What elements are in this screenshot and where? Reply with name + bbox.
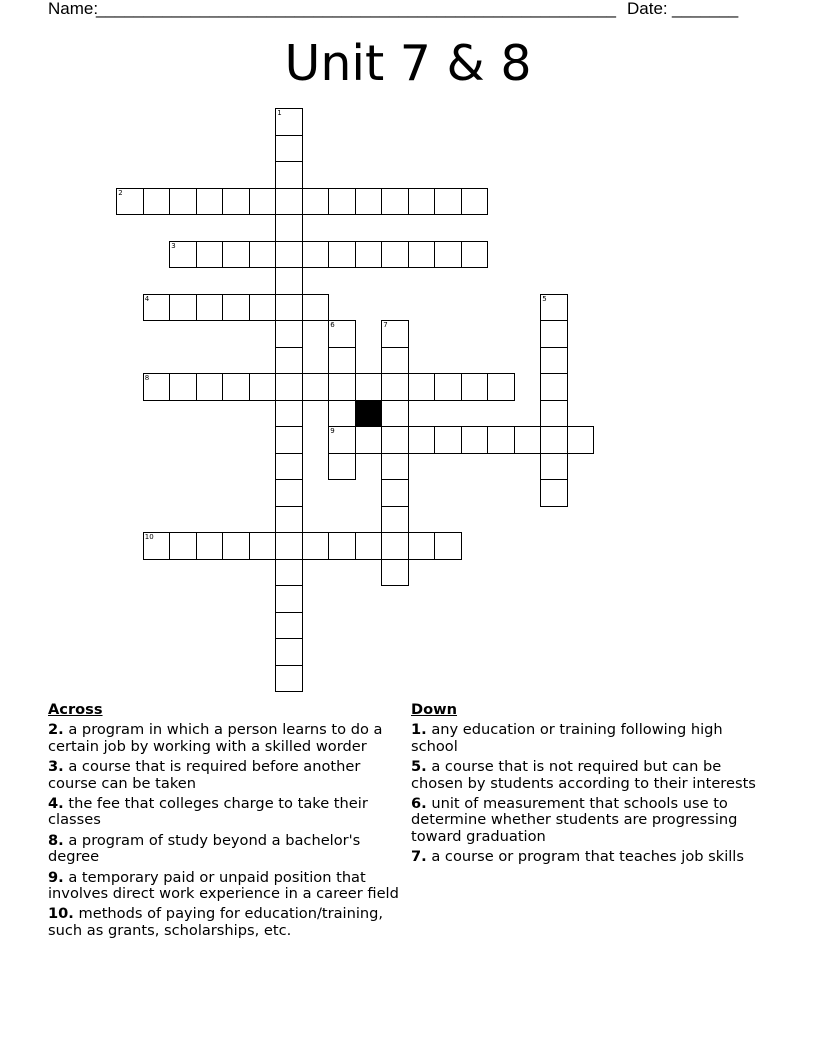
grid-cell[interactable] — [540, 426, 568, 454]
grid-cell[interactable] — [328, 241, 356, 269]
grid-cell[interactable] — [275, 320, 303, 348]
grid-cell[interactable] — [408, 532, 436, 560]
grid-cell[interactable] — [328, 532, 356, 560]
cell-number: 10 — [144, 533, 154, 542]
grid-cell[interactable] — [143, 373, 171, 401]
grid-cell[interactable] — [302, 294, 330, 322]
grid-cell[interactable] — [328, 426, 356, 454]
clue-text: a program in which a person learns to do a certain job by working with a skilled worder — [48, 721, 383, 755]
grid-cell[interactable] — [275, 612, 303, 640]
grid-cell[interactable] — [381, 347, 409, 375]
clue-text: the fee that colleges charge to take their classes — [48, 795, 368, 829]
grid-cell[interactable] — [355, 426, 383, 454]
clue-text: methods of paying for education/training, such as grants, scholarships, etc. — [48, 905, 384, 939]
grid-cell[interactable] — [275, 188, 303, 216]
clue-number: 3. — [48, 758, 64, 776]
across-clues — [48, 702, 400, 943]
grid-cell[interactable] — [408, 241, 436, 269]
grid-cell[interactable] — [302, 373, 330, 401]
grid-cell[interactable] — [328, 320, 356, 348]
grid-cell[interactable] — [540, 347, 568, 375]
grid-cell[interactable] — [222, 532, 250, 560]
grid-cell[interactable] — [143, 532, 171, 560]
grid-cell[interactable] — [275, 241, 303, 269]
grid-cell[interactable] — [275, 585, 303, 613]
grid-cell[interactable] — [328, 188, 356, 216]
grid-cell[interactable] — [381, 400, 409, 428]
grid-cell[interactable] — [328, 453, 356, 481]
cell-number: 4 — [144, 294, 150, 303]
down-clue — [411, 759, 771, 792]
clue-number: 6. — [411, 795, 427, 813]
grid-cell[interactable] — [461, 188, 489, 216]
grid-cell[interactable] — [567, 426, 595, 454]
grid-cell[interactable] — [487, 373, 515, 401]
grid-cell[interactable] — [381, 532, 409, 560]
grid-cell[interactable] — [408, 426, 436, 454]
clue-text: unit of measurement that schools use to determine whether students are progressing toward graduation — [411, 795, 738, 845]
grid-cell[interactable] — [355, 373, 383, 401]
grid-cell[interactable] — [408, 373, 436, 401]
grid-cell[interactable] — [249, 532, 277, 560]
grid-cell[interactable] — [461, 426, 489, 454]
grid-cell[interactable] — [381, 506, 409, 534]
across-clue — [48, 906, 400, 939]
cell-number: 2 — [118, 188, 123, 197]
grid-cell[interactable] — [196, 294, 224, 322]
grid-cell[interactable] — [275, 506, 303, 534]
grid-cell[interactable] — [275, 532, 303, 560]
clue-number: 8. — [48, 831, 64, 849]
clue-number: 5. — [411, 758, 427, 776]
grid-cell[interactable] — [381, 241, 409, 269]
page-title: Unit 7 & 8 — [284, 35, 532, 92]
grid-cell[interactable] — [487, 426, 515, 454]
grid-cell[interactable] — [275, 638, 303, 666]
grid-cell[interactable] — [381, 373, 409, 401]
grid-cell[interactable] — [381, 426, 409, 454]
cell-number: 6 — [330, 321, 335, 330]
grid-cell[interactable] — [328, 373, 356, 401]
grid-cell[interactable] — [540, 294, 568, 322]
grid-cell[interactable] — [143, 188, 171, 216]
name-label: Name: — [48, 0, 99, 18]
grid-cell[interactable] — [196, 188, 224, 216]
grid-cell[interactable] — [540, 479, 568, 507]
grid-cell[interactable] — [275, 665, 303, 693]
clue-number: 9. — [48, 868, 64, 886]
grid-cell[interactable] — [514, 426, 542, 454]
down-clue — [411, 796, 771, 845]
clue-number: 2. — [48, 721, 64, 739]
grid-cell[interactable] — [249, 294, 277, 322]
grid-cell[interactable] — [222, 188, 250, 216]
grid-cell[interactable] — [275, 453, 303, 481]
grid-cell[interactable] — [540, 453, 568, 481]
grid-cell[interactable] — [116, 188, 144, 216]
clue-text: a course that is not required but can be chosen by students according to their interests — [411, 758, 756, 792]
across-clue — [48, 796, 400, 829]
across-clue — [48, 722, 400, 755]
across-clue — [48, 833, 400, 866]
grid-cell[interactable] — [434, 532, 462, 560]
date-line: _______ — [672, 0, 739, 18]
clue-number: 7. — [411, 848, 427, 866]
grid-cell[interactable] — [381, 453, 409, 481]
grid-cell[interactable] — [275, 161, 303, 189]
grid-cell[interactable] — [169, 188, 197, 216]
grid-cell[interactable] — [540, 320, 568, 348]
grid-cell[interactable] — [461, 373, 489, 401]
clue-text: any education or training following high school — [411, 721, 723, 755]
grid-cell[interactable] — [434, 426, 462, 454]
grid-cell[interactable] — [355, 188, 383, 216]
clue-number: 10. — [48, 905, 74, 923]
grid-cell[interactable] — [249, 188, 277, 216]
grid-cell[interactable] — [169, 241, 197, 269]
grid-cell[interactable] — [143, 294, 171, 322]
grid-cell[interactable] — [381, 479, 409, 507]
grid-cell[interactable] — [196, 241, 224, 269]
grid-cell[interactable] — [275, 400, 303, 428]
grid-cell[interactable] — [302, 188, 330, 216]
down-clue — [411, 849, 771, 865]
grid-cell[interactable] — [275, 294, 303, 322]
grid-cell[interactable] — [328, 347, 356, 375]
grid-cell[interactable] — [169, 532, 197, 560]
cell-number: 7 — [383, 321, 388, 330]
grid-cell[interactable] — [275, 135, 303, 163]
clue-number: 4. — [48, 795, 64, 813]
grid-cell[interactable] — [540, 373, 568, 401]
grid-cell[interactable] — [275, 373, 303, 401]
grid-cell[interactable] — [222, 294, 250, 322]
grid-cell[interactable] — [434, 241, 462, 269]
grid-cell[interactable] — [328, 400, 356, 428]
grid-cell[interactable] — [434, 373, 462, 401]
grid-cell[interactable] — [381, 188, 409, 216]
grid-cell[interactable] — [196, 373, 224, 401]
grid-cell[interactable] — [196, 532, 224, 560]
black-cell — [355, 400, 383, 428]
grid-cell[interactable] — [275, 108, 303, 136]
across-heading: Across — [48, 701, 103, 718]
grid-cell[interactable] — [275, 426, 303, 454]
grid-cell[interactable] — [222, 241, 250, 269]
grid-cell[interactable] — [249, 241, 277, 269]
grid-cell[interactable] — [302, 241, 330, 269]
grid-cell[interactable] — [275, 479, 303, 507]
cell-number: 9 — [330, 427, 335, 436]
grid-cell[interactable] — [461, 241, 489, 269]
clue-text: a course that is required before another course can be taken — [48, 758, 361, 792]
grid-cell[interactable] — [381, 559, 409, 587]
grid-cell[interactable] — [355, 241, 383, 269]
grid-cell[interactable] — [169, 294, 197, 322]
grid-cell[interactable] — [540, 400, 568, 428]
date-label: Date: — [627, 0, 668, 18]
across-clue — [48, 759, 400, 792]
grid-cell[interactable] — [249, 373, 277, 401]
grid-cell[interactable] — [275, 559, 303, 587]
cell-number: 5 — [542, 294, 547, 303]
grid-cell[interactable] — [408, 188, 436, 216]
clue-number: 1. — [411, 721, 427, 739]
grid-cell[interactable] — [222, 373, 250, 401]
grid-cell[interactable] — [275, 347, 303, 375]
clue-text: a temporary paid or unpaid position that involves direct work experience in a career field — [48, 868, 399, 903]
grid-cell[interactable] — [355, 532, 383, 560]
grid-cell[interactable] — [169, 373, 197, 401]
name-line: _______________________________________________________ — [96, 0, 617, 18]
grid-cell[interactable] — [302, 532, 330, 560]
clue-text: a program of study beyond a bachelor's degree — [48, 831, 361, 866]
down-clue — [411, 722, 771, 755]
cell-number: 8 — [144, 374, 150, 383]
grid-cell[interactable] — [275, 214, 303, 242]
grid-cell[interactable] — [434, 188, 462, 216]
grid-cell[interactable] — [275, 267, 303, 295]
down-heading: Down — [411, 701, 458, 718]
cell-number: 1 — [277, 109, 282, 118]
cell-number: 3 — [171, 241, 176, 250]
across-clue — [48, 870, 400, 903]
clue-text: a course or program that teaches job skills — [431, 848, 744, 866]
grid-cell[interactable] — [381, 320, 409, 348]
down-clues — [411, 702, 771, 870]
